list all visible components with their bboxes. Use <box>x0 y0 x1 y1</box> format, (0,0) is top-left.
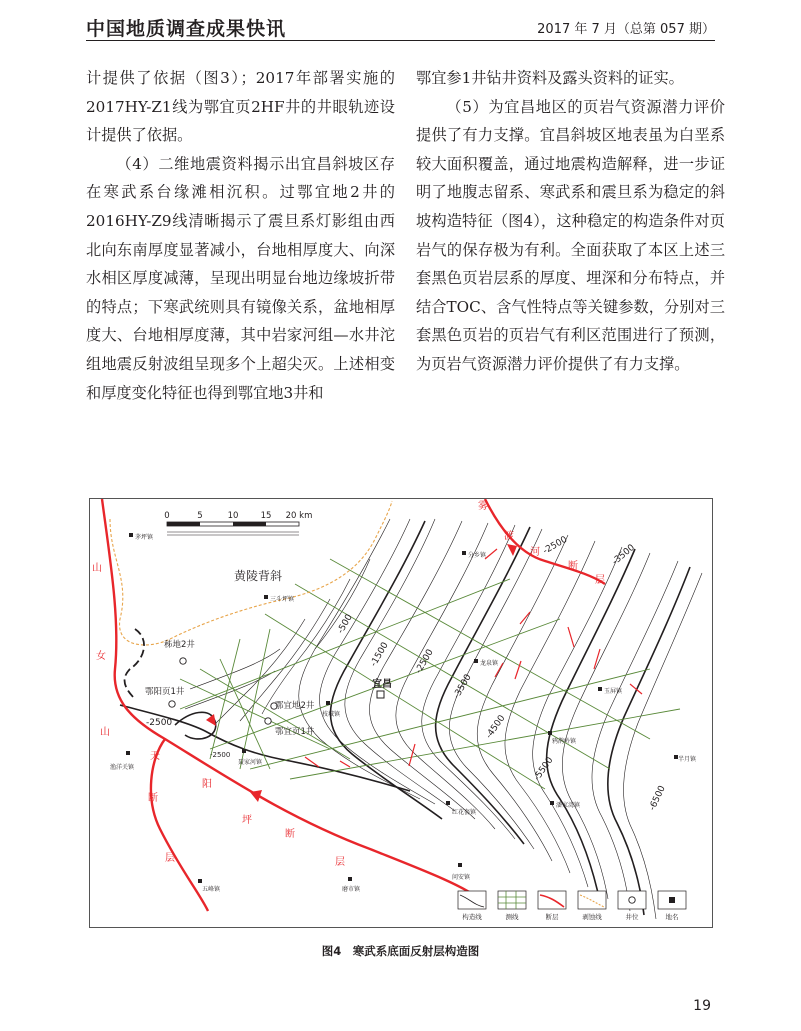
page-number: 19 <box>693 998 711 1014</box>
fault-char: 天 <box>150 751 160 762</box>
town-icon <box>264 595 268 599</box>
town-icon <box>550 801 554 805</box>
town-icon <box>598 687 602 691</box>
structure-map-figure <box>89 498 713 928</box>
journal-title: 中国地质调查成果快讯 <box>86 18 287 40</box>
paragraph: 鄂宜参1井钻井资料及露头资料的证实。 <box>416 69 684 87</box>
fault-char: 断 <box>285 829 295 840</box>
issue-info: 2017 年 7 月（总第 057 期） <box>537 22 715 37</box>
town-icon <box>326 701 330 705</box>
figure-caption: 图4 寒武系底面反射层构造图 <box>321 944 480 958</box>
contour-label: -2500 <box>210 751 231 759</box>
scale-tick: 15 <box>260 511 272 521</box>
town-icon <box>458 863 462 867</box>
town-icon <box>129 533 133 537</box>
town-label: 鸦鹊岭镇 <box>552 738 577 745</box>
fault-char: 雾 <box>478 501 488 512</box>
paragraph: （4）二维地震资料揭示出宜昌斜坡区存在寒武系台缘滩相沉积。过鄂宜地2井的2016HY-Z9线清晰揭示了震旦系灯影组由西北向东南厚度显著减小，台地相厚度大、向深水相区厚度减薄，呈现出明显台地边缘坡折带的特点；下寒武统则具有镜像关系，盆地相厚度大、台地相厚度薄，其中岩家河组—水井沱组地震反射波组呈现多个上超尖灭。上述相变和厚度变化特征也得到鄂宜地3井和 <box>86 154 395 402</box>
place-icon <box>669 897 675 903</box>
well-icon <box>629 897 635 903</box>
legend-label: 剥蚀线 <box>582 913 602 921</box>
legend-label: 断层 <box>545 913 559 921</box>
contour-label: -2500 <box>413 647 436 676</box>
dashed-contour <box>125 629 145 699</box>
left-column <box>86 64 395 407</box>
contour-label: -2500 <box>146 718 173 728</box>
town-icon <box>446 801 450 805</box>
scale-tick: 10 <box>227 511 239 521</box>
town-icon <box>548 731 552 735</box>
town-label: 磨市镇 <box>342 886 361 893</box>
legend-item-well <box>618 891 646 921</box>
town-icon <box>126 751 130 755</box>
contour-label: -4500 <box>484 713 508 741</box>
town-label: 渔洋关镇 <box>110 764 135 771</box>
contour-label: -5500 <box>532 755 556 783</box>
contour-label: -1500 <box>368 640 391 669</box>
legend-item-place <box>658 891 686 921</box>
town-label: 聂家河镇 <box>238 759 263 766</box>
legend-item-survey <box>498 891 526 921</box>
fault-char: 坪 <box>242 815 252 826</box>
town-label: 五峰镇 <box>202 886 221 893</box>
town-label: 分乡镇 <box>468 552 487 559</box>
city-label: 宜昌 <box>372 679 392 690</box>
city-icon <box>377 691 384 698</box>
well-icon <box>265 718 271 724</box>
well-label: 鄂阳页1井 <box>145 687 185 697</box>
well-label: 鄂宜地2井 <box>275 701 315 711</box>
fault-char: 层 <box>595 575 605 586</box>
contour-label: -2500 <box>541 534 570 557</box>
right-column <box>416 64 725 379</box>
fault-char: 阳 <box>202 779 212 790</box>
major-faults <box>102 499 605 911</box>
contour-label: -3500 <box>451 672 474 701</box>
fault-char: 层 <box>165 853 175 864</box>
fault-char: 渡 <box>504 531 514 542</box>
town-label: 问安镇 <box>452 874 471 881</box>
header-rule <box>86 40 715 41</box>
fault-char: 女 <box>96 651 106 662</box>
well-icon <box>169 701 175 707</box>
town-icon <box>348 877 352 881</box>
fault-arrow-icon <box>507 544 517 556</box>
legend-item-fault <box>538 891 566 921</box>
legend-label: 构造线 <box>462 913 482 921</box>
structure-map <box>90 499 712 927</box>
scale-tick: 20 km <box>285 511 313 521</box>
contour-label: -500 <box>335 612 355 636</box>
region-label: 黄陵背斜 <box>234 569 283 583</box>
well-label: 秭地2井 <box>164 640 195 650</box>
town-label: 茅坪镇 <box>135 534 154 541</box>
town-label: 玉屏镇 <box>604 688 623 695</box>
legend-label: 井位 <box>625 913 639 921</box>
legend-label: 测线 <box>505 913 519 921</box>
town-label: 潘家湾镇 <box>556 802 581 809</box>
fault-char: 断 <box>568 561 578 572</box>
legend-item-contour <box>458 891 486 921</box>
fault-char: 山 <box>92 563 102 574</box>
well-icon <box>180 658 186 664</box>
legend-item-erosion <box>578 891 606 921</box>
town-label: 龙泉镇 <box>480 660 499 667</box>
contour-label: -6500 <box>647 784 668 813</box>
contour-label: -3500 <box>610 542 637 568</box>
fault-char: 断 <box>148 793 158 804</box>
town-label: 红花套镇 <box>452 809 477 816</box>
fault-char: 层 <box>335 857 345 868</box>
town-label: 半月镇 <box>678 756 697 763</box>
scale-bar <box>164 511 312 535</box>
fault-char: 山 <box>100 727 110 738</box>
scale-tick: 0 <box>164 511 170 521</box>
legend <box>458 891 686 921</box>
town-icon <box>462 551 466 555</box>
fault-char: 河 <box>530 547 540 558</box>
scale-tick: 5 <box>197 511 203 521</box>
town-label: 枝城镇 <box>322 711 341 718</box>
well-label: 鄂宜页1井 <box>275 727 315 737</box>
town-label: 三斗坪镇 <box>270 596 295 603</box>
paragraph: 计提供了依据（图3）；2017年部署实施的2017HY-Z1线为鄂宜页2HF井的井眼轨迹设计提供了依据。 <box>86 69 395 145</box>
town-icon <box>198 879 202 883</box>
town-icon <box>242 749 246 753</box>
survey-lines <box>180 559 680 789</box>
legend-label: 地名 <box>665 913 679 921</box>
town-icon <box>474 659 478 663</box>
paragraph: （5）为宜昌地区的页岩气资源潜力评价提供了有力支撑。宜昌斜坡区地表虽为白垩系较大面积覆盖，通过地震构造解释，进一步证明了地腹志留系、寒武系和震旦系为稳定的斜坡构造特征（图4），这种稳定的构造条件对页岩气的保存极为有利。全面获取了本区上述三套黑色页岩层系的厚度、埋深和分布特点，并结合TOC、含气性特点等关键参数，分别对三套黑色页岩的页岩气有利区范围进行了预测，为页岩气资源潜力评价提供了有力支撑。 <box>416 97 725 373</box>
